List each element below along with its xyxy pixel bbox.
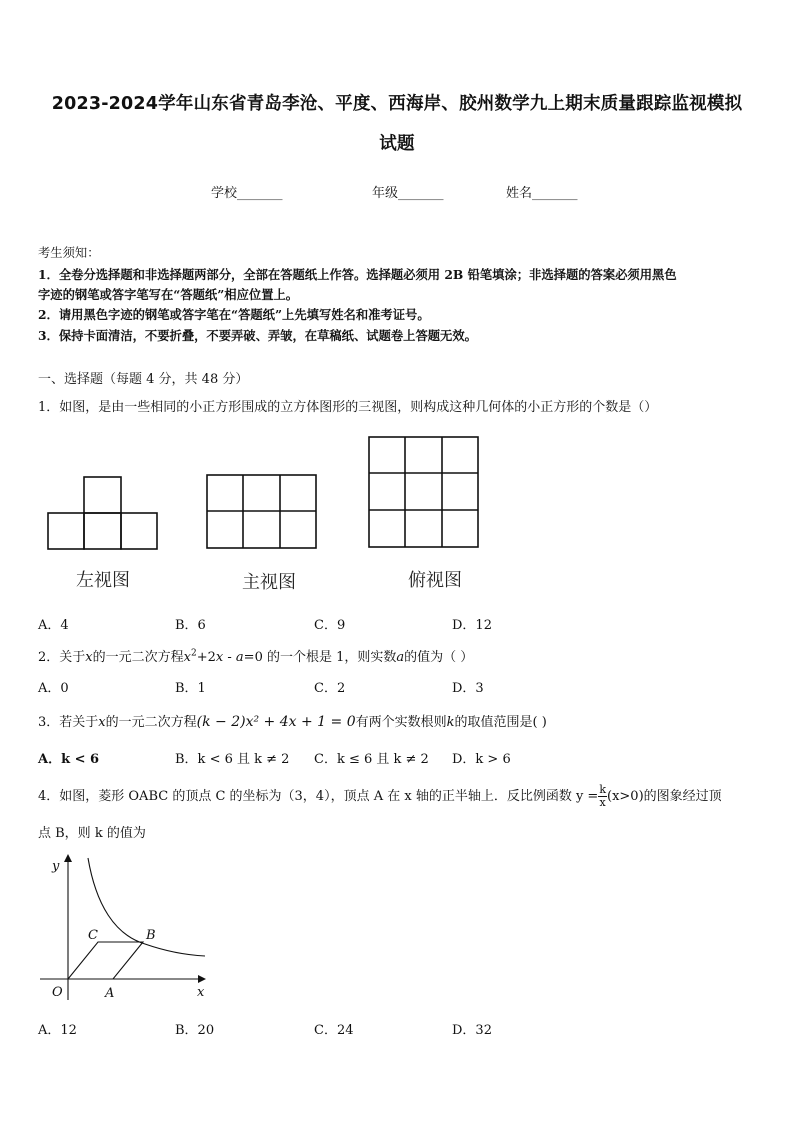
question-2-text: 2．关于x的一元二次方程$x^2+2x - a=0$ 的一个根是 1，则实数a的值为（ ） [38,648,474,665]
q4-option-a[interactable]: A．12 [38,1023,77,1038]
q1-option-b[interactable]: B．6 [175,618,206,633]
grade-field[interactable]: 年级_______ [372,186,444,201]
question-1-text: 1．如图，是由一些相同的小正方形围成的立方体图形的三视图，则构成这种几何体的小正方形的个数是（） [38,400,658,415]
notice-line-1: 1．全卷分选择题和非选择题两部分，全部在答题纸上作答。选择题必须用 2B 铅笔填涂；非选择题的答案必须用黑色 [38,267,677,282]
question-3-text: 3．若关于x的一元二次方程(k − 2)x² + 4x + 1 = 0有两个实数根则k的取值范围是( ) [38,714,547,730]
label-O: O [52,985,63,1000]
school-field[interactable]: 学校_______ [211,186,283,201]
notice-line-4: 3．保持卡面清洁，不要折叠，不要弄破、弄皱，在草稿纸、试题卷上答题无效。 [38,328,477,343]
fraction-k-over-x: $\frac{k}{x}$ [599,783,606,809]
left-view-caption: 左视图 [76,570,130,591]
top-view-caption: 俯视图 [408,570,462,591]
q3-option-b[interactable]: B．k < 6 且 k ≠ 2 [175,752,290,767]
page-title: 2023-2024学年山东省青岛李沧、平度、西海岸、胶州数学九上期末质量跟踪监视模拟 [51,94,743,114]
q3-option-a[interactable]: A．k < 6 [38,752,100,767]
rhombus-OABC [68,942,143,979]
section-heading: 一、选择题（每题 4 分，共 48 分） [38,372,249,387]
page-title-line2: 试题 [379,134,415,154]
q1-option-a[interactable]: A．4 [38,618,69,633]
q1-option-c[interactable]: C．9 [314,618,346,633]
notice-line-2: 字迹的钢笔或答字笔写在“答题纸”相应位置上。 [38,287,299,302]
question-4-text-line2: 点 B，则 k 的值为 [38,826,146,841]
q2-option-c[interactable]: C．2 [314,681,346,696]
front-view-caption: 主视图 [242,572,296,593]
q2-option-d[interactable]: D．3 [452,681,484,696]
q4-option-d[interactable]: D．32 [452,1023,492,1038]
name-field[interactable]: 姓名_______ [506,186,578,201]
q2-option-b[interactable]: B．1 [175,681,206,696]
label-C: C [88,928,98,943]
notice-heading: 考生须知： [38,246,100,260]
q3-option-c[interactable]: C．k ≤ 6 且 k ≠ 2 [314,752,429,767]
q2-option-a[interactable]: A．0 [38,681,69,696]
notice-line-3: 2．请用黑色字迹的钢笔或答字笔在“答题纸”上先填写姓名和准考证号。 [38,307,430,322]
q4-option-c[interactable]: C．24 [314,1023,354,1038]
label-y: y [52,859,60,874]
q4-option-b[interactable]: B．20 [175,1023,215,1038]
label-x: x [197,985,205,1000]
label-B: B [146,928,156,943]
q1-option-d[interactable]: D．12 [452,618,492,633]
q3-option-d[interactable]: D．k > 6 [452,752,511,767]
question-4-text: 4．如图，菱形 OABC 的顶点 C 的坐标为（3，4），顶点 A 在 x 轴的正半轴上．反比例函数 y = $\frac{k}{x}(x>0)$的图象经过顶 [38,783,722,809]
label-A: A [105,986,115,1001]
